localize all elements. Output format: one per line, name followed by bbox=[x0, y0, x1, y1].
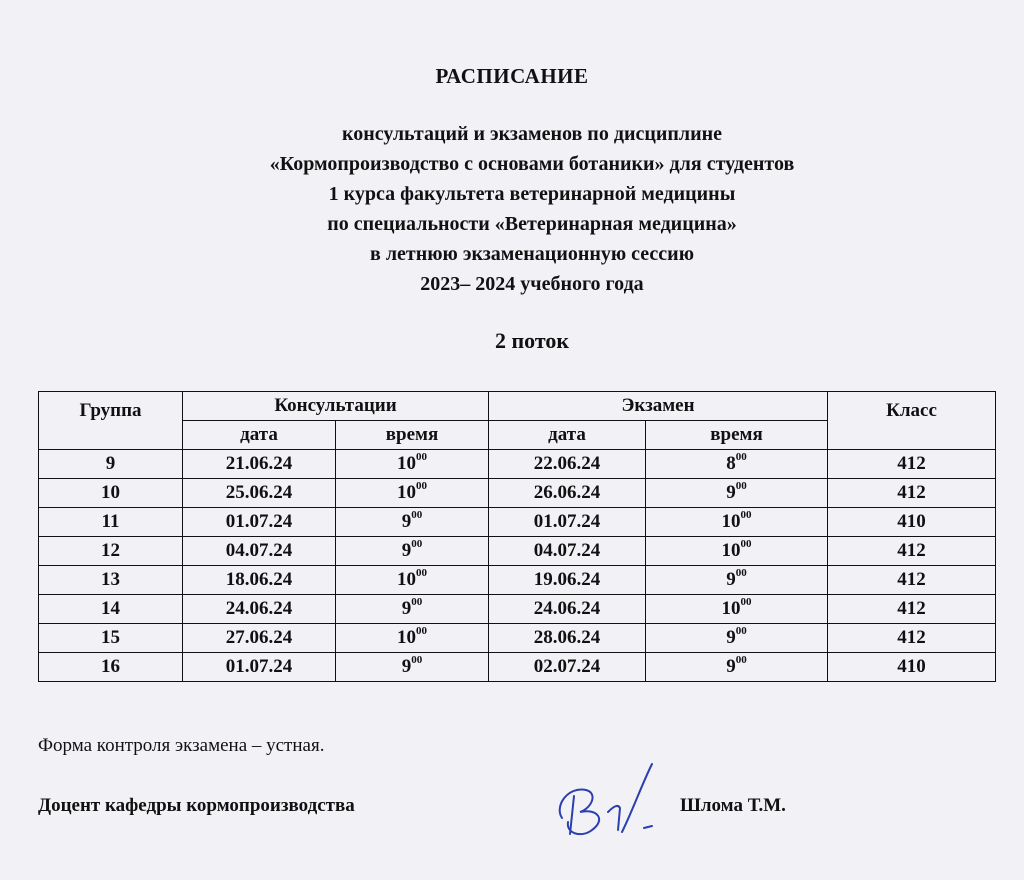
cell-class: 412 bbox=[828, 624, 996, 653]
schedule-table bbox=[38, 391, 996, 682]
header-consultations: Консультации bbox=[183, 392, 489, 421]
cell-cons-date: 04.07.24 bbox=[183, 537, 336, 566]
cell-exam-date: 19.06.24 bbox=[489, 566, 646, 595]
subtitle-line: в летнюю экзаменационную сессию bbox=[370, 243, 694, 265]
cell-cons-time: $10^{00}$ bbox=[336, 566, 489, 595]
subtitle-line: «Кормопроизводство с основами ботаники» для студентов bbox=[269, 153, 795, 175]
cell-exam-date: 02.07.24 bbox=[489, 653, 646, 682]
table-row bbox=[39, 653, 996, 682]
cell-exam-time: $9^{00}$ bbox=[646, 624, 828, 653]
table-row bbox=[39, 566, 996, 595]
header-exam-time: время bbox=[646, 421, 828, 450]
table-row bbox=[39, 537, 996, 566]
signature-image bbox=[548, 756, 664, 844]
cell-exam-time: $10^{00}$ bbox=[646, 595, 828, 624]
cell-exam-time: $8^{00}$ bbox=[646, 450, 828, 479]
cell-cons-time: $9^{00}$ bbox=[336, 537, 489, 566]
cell-class: 410 bbox=[828, 653, 996, 682]
cell-exam-time: $10^{00}$ bbox=[646, 537, 828, 566]
header-group: Группа bbox=[39, 392, 183, 450]
cell-group: 10 bbox=[39, 479, 183, 508]
cell-group: 12 bbox=[39, 537, 183, 566]
cell-cons-date: 01.07.24 bbox=[183, 508, 336, 537]
cell-group: 16 bbox=[39, 653, 183, 682]
cell-exam-date: 28.06.24 bbox=[489, 624, 646, 653]
document-subtitle bbox=[0, 119, 1024, 299]
cell-exam-date: 04.07.24 bbox=[489, 537, 646, 566]
signer-title: Доцент кафедры кормопроизводства bbox=[38, 795, 355, 816]
cell-exam-date: 26.06.24 bbox=[489, 479, 646, 508]
document-title: РАСПИСАНИЕ bbox=[435, 64, 589, 88]
cell-class: 412 bbox=[828, 479, 996, 508]
cell-cons-date: 27.06.24 bbox=[183, 624, 336, 653]
header-exam: Экзамен bbox=[489, 392, 828, 421]
cell-class: 412 bbox=[828, 537, 996, 566]
cell-exam-date: 24.06.24 bbox=[489, 595, 646, 624]
cell-exam-date: 22.06.24 bbox=[489, 450, 646, 479]
cell-exam-date: 01.07.24 bbox=[489, 508, 646, 537]
cell-cons-date: 21.06.24 bbox=[183, 450, 336, 479]
cell-cons-date: 01.07.24 bbox=[183, 653, 336, 682]
cell-class: 412 bbox=[828, 595, 996, 624]
cell-cons-time: $9^{00}$ bbox=[336, 595, 489, 624]
cell-cons-time: $10^{00}$ bbox=[336, 450, 489, 479]
subtitle-line: 1 курса факультета ветеринарной медицины bbox=[328, 183, 736, 205]
signer-name: Шлома Т.М. bbox=[680, 795, 786, 816]
cell-group: 14 bbox=[39, 595, 183, 624]
header-cons-date: дата bbox=[183, 421, 336, 450]
table-row bbox=[39, 450, 996, 479]
subtitle-line: 2023– 2024 учебного года bbox=[420, 273, 644, 295]
cell-exam-time: $9^{00}$ bbox=[646, 566, 828, 595]
cell-group: 9 bbox=[39, 450, 183, 479]
cell-cons-time: $10^{00}$ bbox=[336, 624, 489, 653]
cell-class: 410 bbox=[828, 508, 996, 537]
cell-cons-date: 24.06.24 bbox=[183, 595, 336, 624]
cell-cons-time: $9^{00}$ bbox=[336, 653, 489, 682]
cell-class: 412 bbox=[828, 566, 996, 595]
header-exam-date: дата bbox=[489, 421, 646, 450]
table-row bbox=[39, 508, 996, 537]
subtitle-line: по специальности «Ветеринарная медицина» bbox=[327, 213, 737, 235]
cell-group: 15 bbox=[39, 624, 183, 653]
control-form-note: Форма контроля экзамена – устная. bbox=[38, 735, 325, 756]
stream-label: 2 поток bbox=[494, 328, 570, 353]
header-cons-time: время bbox=[336, 421, 489, 450]
table-row bbox=[39, 479, 996, 508]
subtitle-line: консультаций и экзаменов по дисциплине bbox=[341, 123, 723, 145]
cell-exam-time: $10^{00}$ bbox=[646, 508, 828, 537]
table-row bbox=[39, 624, 996, 653]
cell-group: 13 bbox=[39, 566, 183, 595]
cell-exam-time: $9^{00}$ bbox=[646, 653, 828, 682]
cell-group: 11 bbox=[39, 508, 183, 537]
cell-exam-time: $9^{00}$ bbox=[646, 479, 828, 508]
header-class: Класс bbox=[828, 392, 996, 450]
cell-cons-time: $10^{00}$ bbox=[336, 479, 489, 508]
table-row bbox=[39, 595, 996, 624]
cell-cons-time: $9^{00}$ bbox=[336, 508, 489, 537]
cell-cons-date: 25.06.24 bbox=[183, 479, 336, 508]
cell-class: 412 bbox=[828, 450, 996, 479]
cell-cons-date: 18.06.24 bbox=[183, 566, 336, 595]
